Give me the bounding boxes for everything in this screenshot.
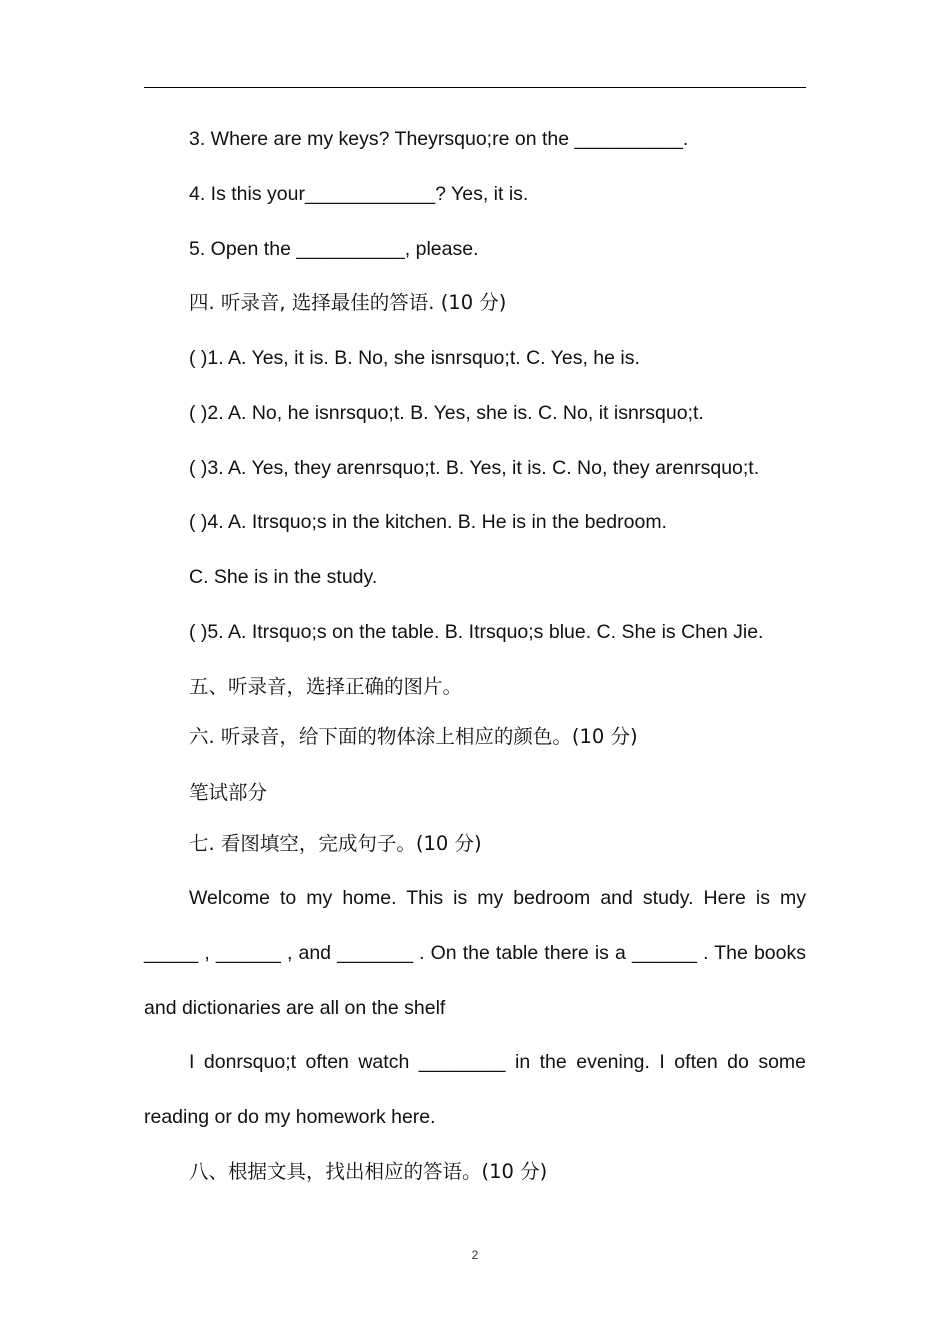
section-4-heading: 四. 听录音, 选择最佳的答语. (10 分): [189, 291, 507, 314]
question-4-3: ( )3. A. Yes, they arenrsquo;t. B. Yes, it is. C. No, they arenrsquo;t.: [189, 457, 760, 479]
question-4-2: ( )2. A. No, he isnrsquo;t. B. Yes, she is. C. No, it isnrsquo;t.: [189, 402, 704, 424]
section-6-heading: 六. 听录音，给下面的物体涂上相应的颜色。(10 分): [189, 725, 638, 748]
question-3-3: 3. Where are my keys? Theyrsquo;re on the __________.: [189, 128, 689, 150]
question-4-5: ( )5. A. Itrsquo;s on the table. B. Itrsquo;s blue. C. She is Chen Jie.: [189, 621, 764, 643]
question-3-4: 4. Is this your____________? Yes, it is.: [189, 183, 529, 205]
question-4-4-option-c: C. She is in the study.: [189, 566, 378, 588]
section-8-heading: 八、根据文具，找出相应的答语。(10 分): [189, 1160, 548, 1183]
section-5-heading: 五、听录音，选择正确的图片。: [189, 675, 463, 698]
fill-in-paragraph-1: Welcome to my home. This is my bedroom and study. Here is my _____ , ______ , and _______ . On the table there is a ______ . The books and dictionaries are all on the shelf: [144, 887, 806, 1019]
question-4-1: ( )1. A. Yes, it is. B. No, she isnrsquo;t. C. Yes, he is.: [189, 347, 640, 369]
written-part-heading: 笔试部分: [189, 781, 268, 804]
page-number: 2: [471, 1248, 479, 1262]
question-4-4: ( )4. A. Itrsquo;s in the kitchen. B. He is in the bedroom.: [189, 511, 667, 533]
header-rule: [144, 87, 806, 88]
question-3-5: 5. Open the __________, please.: [189, 238, 479, 260]
section-7-heading: 七. 看图填空，完成句子。(10 分): [189, 832, 482, 855]
fill-in-paragraph-2: I donrsquo;t often watch ________ in the evening. I often do some reading or do my homework here.: [144, 1051, 806, 1128]
